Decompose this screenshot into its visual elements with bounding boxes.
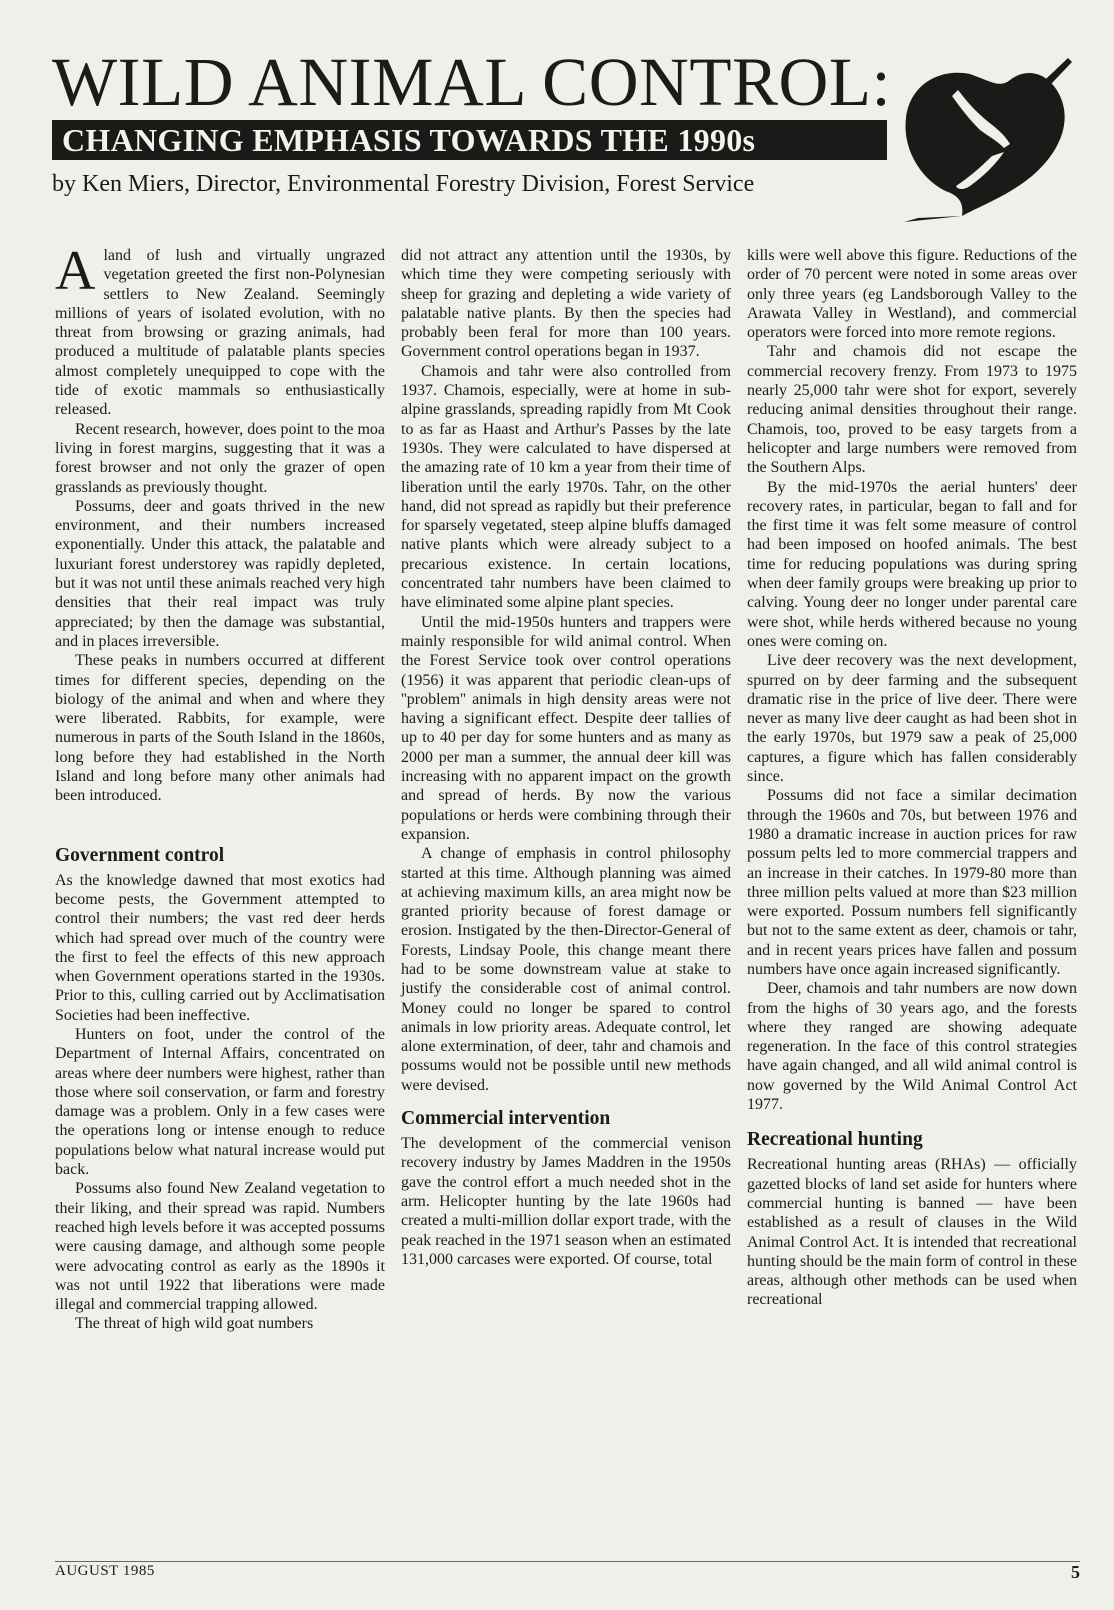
intro-text: land of lush and virtually ungrazed vegetation greeted the first non-Polynesian settlers to New Zealand. Seemingly millions of years of isolated evolution, with no threat from browsing or grazing animals, had produced a multitude of palatable plants species almost completely unequipped to cope with the tide of exotic mammals so enthusiastically released. (55, 247, 385, 419)
byline: by Ken Miers, Director, Environmental Forestry Division, Forest Service (52, 171, 755, 197)
paragraph: Tahr and chamois did not escape the commercial recovery frenzy. From 1973 to 1975 nearly 25,000 tahr were shot for export, severely reducing animal densities throughout their range. Chamois, too, proved to be easy targets from a helicopter and large numbers were removed from the Southern Alps. (747, 343, 1077, 477)
footer-divider (55, 1561, 1080, 1562)
paragraph: Until the mid-1950s hunters and trappers were mainly responsible for wild animal control. When the Forest Service took over control operations (1956) it was apparent that periodic clean-ups of ''problem'' animals in high density areas were not having a significant effect. Despite deer tallies of up to 40 per day for some hunters and as many as 2000 per man a summer, the annual deer kill was increasing with no apparent impact on the growth and spread of herds. By now the various populations or herds were combining through their expansion. (401, 613, 731, 843)
paragraph: did not attract any attention until the 1930s, by which time they were competing seriously with sheep for grazing and depleting a wide variety of palatable native plants. By then the species had probably been feral for more than 100 years. Government control operations began in 1937. (401, 247, 731, 361)
column-2 (401, 246, 731, 1269)
column-3 (747, 246, 1077, 1310)
paragraph: Chamois and tahr were also controlled from 1937. Chamois, especially, were at home in sub-alpine grasslands, spreading rapidly from Mt Cook to as far as Haast and Arthur's Passes by the late 1930s. They were calculated to have dispersed at the amazing rate of 10 km a year from their time of liberation until the early 1970s. Tahr, on the other hand, did not spread as rapidly but their preference for sparsely vegetated, steep alpine bluffs damaged native plants which were already subject to a precarious existence. In certain locations, concentrated tahr numbers have been claimed to have eliminated some alpine plant species. (401, 362, 731, 612)
paragraph: Possums also found New Zealand vegetation to their liking, and their spread was rapid. Numbers reached high levels before it was accepted possums were causing damage, and although some people were advocating control as early as the 1890s it was not until 1922 that liberations were made illegal and commercial trapping allowed. (55, 1180, 385, 1314)
section-heading-government-control: Government control (55, 844, 225, 866)
article-title: WILD ANIMAL CONTROL: (52, 44, 892, 120)
nz-leaf-logo-icon (900, 56, 1075, 226)
paragraph: By the mid-1970s the aerial hunters' deer recovery rates, in particular, began to fall and for the first time it was felt some measure of control had been imposed on hoofed animals. The best time for reducing populations was during spring when deer family groups were breaking up prior to calving. Young deer no longer under parental care were shot, while herds withered because no young ones were coming on. (747, 478, 1077, 650)
paragraph: Possums did not face a similar decimation through the 1960s and 70s, but between 1976 and 1980 a dramatic increase in auction prices for raw possum pelts led to more commercial trappers and an increase in their catches. In 1979-80 more than three million pelts valued at more than $23 million were exported. Possum numbers fell significantly but not to the same extent as deer, chamois or tahr, and in recent years prices have fallen and possum numbers have once again increased significantly. (747, 787, 1077, 978)
paragraph: As the knowledge dawned that most exotics had become pests, the Government attempted to control their numbers; the vast red deer herds which had spread over much of the country were the first to feel the effects of this new approach when Government operations started in the 1930s. Prior to this, culling carried out by Acclimatisation Societies had been ineffective. (55, 871, 385, 1024)
issue-date: AUGUST 1985 (55, 1563, 155, 1579)
paragraph: Recreational hunting areas (RHAs) — officially gazetted blocks of land set aside for hunters where commercial hunting is banned — have been established as a result of clauses in the Wild Animal Control Act. It is intended that recreational hunting should be the main form of control in these areas, although other methods can be used when recreational (747, 1156, 1077, 1309)
page-number: 5 (1071, 1562, 1080, 1582)
section-heading-recreational-hunting: Recreational hunting (747, 1129, 923, 1151)
section-heading-commercial-intervention: Commercial intervention (401, 1108, 611, 1130)
paragraph: The threat of high wild goat numbers (75, 1315, 314, 1333)
paragraph: The development of the commercial venison recovery industry by James Maddren in the 1950s gave the control effort a much needed shot in the arm. Helicopter hunting by the late 1960s had created a multi-million dollar export trade, with the peak reached in the 1971 season when an estimated 131,000 carcases were exported. Of course, total (401, 1135, 731, 1268)
paragraph: Live deer recovery was the next development, spurred on by deer farming and the subsequent dramatic rise in the price of live deer. There were never as many live deer caught as had been shot in the early 1970s, but 1979 saw a peak of 25,000 captures, a figure which has fallen considerably since. (747, 652, 1077, 786)
paragraph (55, 240, 385, 420)
drop-cap: A (55, 240, 96, 302)
paragraph: These peaks in numbers occurred at different times for different species, depending on the biology of the animal and when and where they were liberated. Rabbits, for example, were numerous in parts of the South Island in the 1860s, long before they had established in the North Island and long before many other animals had been introduced. (55, 652, 385, 805)
article-subtitle: CHANGING EMPHASIS TOWARDS THE 1990s (62, 122, 756, 158)
paragraph: kills were well above this figure. Reductions of the order of 70 percent were noted in some areas over only three years (eg Landsborough Valley to the Arawata Valley in Westland), and commercial operators were forced into more remote regions. (747, 247, 1077, 342)
column-1 (55, 240, 385, 1334)
paragraph: Recent research, however, does point to the moa living in forest margins, suggesting that it was a forest browser and not only the grazer of open grasslands as previously thought. (55, 420, 385, 496)
paragraph: Hunters on foot, under the control of the Department of Internal Affairs, concentrated on areas where deer numbers were highest, rather than those where soil conservation, or farm and forestry damage was a problem. Only in a few cases were the operations long or intense enough to reduce populations below what natural increase would put back. (55, 1025, 385, 1179)
paragraph: Deer, chamois and tahr numbers are now down from the highs of 30 years ago, and the forests where they ranged are showing adequate regeneration. In the face of this control strategies have again changed, and all wild animal control is now governed by the Wild Animal Control Act 1977. (747, 980, 1077, 1114)
paragraph: A change of emphasis in control philosophy started at this time. Although planning was aimed at achieving maximum kills, an area might now be granted priority because of forest damage or erosion. Instigated by the then-Director-General of Forests, Lindsay Poole, this change meant there had to be some downstream value at stake to justify the considerable cost of animal control. Money could no longer be spared to control animals in low priority areas. Adequate control, let alone extermination, of deer, tahr and chamois and possums would not be possible until new methods were devised. (401, 845, 731, 1094)
paragraph: Possums, deer and goats thrived in the new environment, and their numbers increased exponentially. Under this attack, the palatable and luxuriant forest understorey was rapidly depleted, but it was not until these animals reached very high densities that their real impact was truly appreciated; by then the damage was substantial, and in places irreversible. (55, 497, 385, 650)
